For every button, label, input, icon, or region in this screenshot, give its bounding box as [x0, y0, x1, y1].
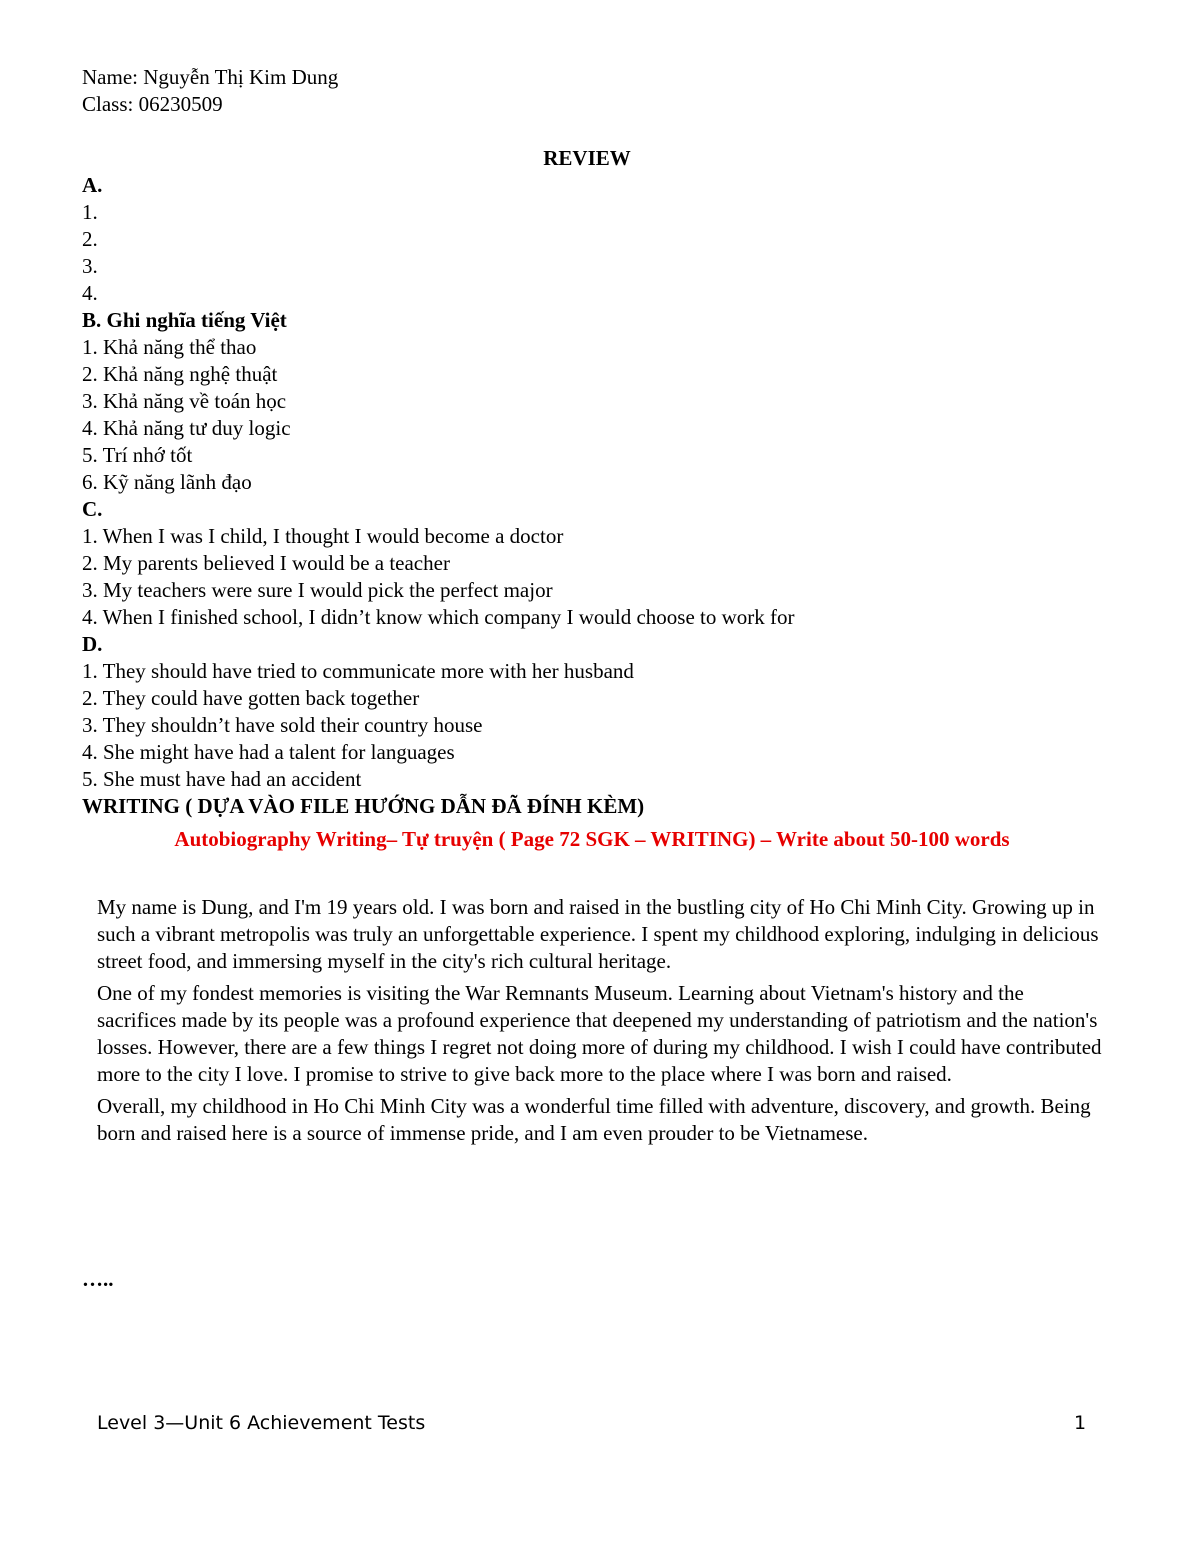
section-d-item: 5. She must have had an accident — [82, 767, 362, 791]
page-number: 1 — [1074, 1412, 1087, 1434]
section-a-item: 3. — [82, 254, 98, 278]
essay-paragraph: My name is Dung, and I'm 19 years old. I was born and raised in the bustling city of Ho Chi Minh City. Growing up in such a vibrant metropolis was truly an unforgettable experience. I spent my childhood exploring, indulging in delicious street food, and immersing myself in the city's rich cultural heritage. — [97, 895, 1099, 973]
essay-paragraph: Overall, my childhood in Ho Chi Minh City was a wonderful time filled with adventure, discovery, and growth. Being born and raised here is a source of immense pride, and I am even prouder to be Vietnamese. — [97, 1094, 1091, 1145]
section-d-heading: D. — [82, 632, 103, 656]
student-class: Class: 06230509 — [82, 92, 223, 116]
section-b-item: 3. Khả năng về toán học — [82, 389, 287, 413]
section-c-item: 4. When I finished school, I didn’t know which company I would choose to work for — [82, 605, 795, 629]
ellipsis-marker: ….. — [82, 1267, 114, 1291]
section-a-heading: A. — [82, 173, 103, 197]
section-b-heading: B. Ghi nghĩa tiếng Việt — [82, 308, 287, 332]
section-d-item: 1. They should have tried to communicate more with her husband — [82, 659, 634, 683]
section-b-item: 1. Khả năng thể thao — [82, 335, 257, 359]
section-b-item: 2. Khả năng nghệ thuật — [82, 362, 278, 386]
worksheet-body — [82, 64, 1102, 853]
section-c-item: 2. My parents believed I would be a teacher — [82, 551, 450, 575]
essay-text — [97, 894, 1102, 1152]
section-c-item: 3. My teachers were sure I would pick the perfect major — [82, 578, 553, 602]
section-d-item: 4. She might have had a talent for languages — [82, 740, 455, 764]
section-a-item: 1. — [82, 200, 98, 224]
section-d-item: 2. They could have gotten back together — [82, 686, 420, 710]
writing-heading: WRITING ( DỰA VÀO FILE HƯỚNG DẪN ĐÃ ĐÍNH KÈM) — [82, 794, 645, 818]
section-d-item: 3. They shouldn’t have sold their country house — [82, 713, 483, 737]
section-b-item: 4. Khả năng tư duy logic — [82, 416, 291, 440]
footer-title: Level 3—Unit 6 Achievement Tests — [97, 1412, 426, 1434]
section-c-item: 1. When I was I child, I thought I would become a doctor — [82, 524, 564, 548]
student-name: Name: Nguyễn Thị Kim Dung — [82, 65, 339, 89]
section-a-item: 4. — [82, 281, 98, 305]
section-b-item: 5. Trí nhớ tốt — [82, 443, 193, 467]
section-c-heading: C. — [82, 497, 103, 521]
essay-paragraph: One of my fondest memories is visiting the War Remnants Museum. Learning about Vietnam's history and the sacrifices made by its people was a profound experience that deepened my understanding of patriotism and the nation's losses. However, there are a few things I regret not doing more of during my childhood. I wish I could have contributed more to the city I love. I promise to strive to give back more to the place where I was born and raised. — [97, 981, 1102, 1086]
writing-subheading: Autobiography Writing– Tự truyện ( Page 72 SGK – WRITING) – Write about 50-100 words — [174, 827, 1010, 851]
section-b-item: 6. Kỹ năng lãnh đạo — [82, 470, 252, 494]
page-title: REVIEW — [543, 146, 631, 170]
section-a-item: 2. — [82, 227, 98, 251]
